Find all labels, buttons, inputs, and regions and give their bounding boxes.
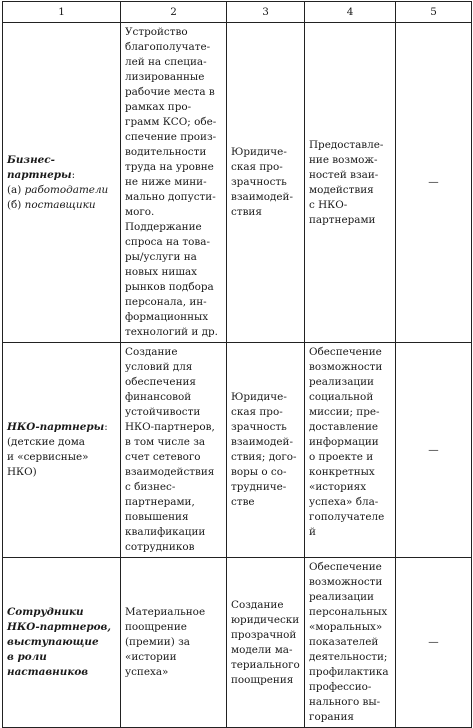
opportunity-cell: Обеспечение возможности реализации персональных «моральных» показателей деятельности; профилактика профессио- нального вы- горания (305, 558, 396, 728)
stakeholder-colon: : (104, 421, 108, 433)
column-number-5: 5 (396, 2, 472, 23)
empty-dash-cell: — (396, 23, 472, 343)
interest-cell: Устройство благополучате- лей на специа- лизированные рабочие места в рамках про- грамм КСО; обе- спечение произ- водительности труда на уровне не ниже мини- мально допусти- мого. Поддержание спроса на това- ры/услуги на новых нишах рынков подбора персонала, ин- формационных технологий и др. (121, 23, 227, 343)
stakeholder-cell (3, 558, 121, 728)
table-row-business-partners (3, 23, 472, 343)
legal-cell: Юридиче- ская про- зрачность взаимодей- ствия (227, 23, 305, 343)
legal-cell: Создание юридически прозрачной модели ма- териального поощрения (227, 558, 305, 728)
stakeholder-sub-prefix: (б) (7, 198, 25, 211)
legal-cell: Юридиче- ская про- зрачность взаимодей- ствия; дого- воры о со- трудниче- стве (227, 343, 305, 558)
table-row-nko-staff-mentors (3, 558, 472, 728)
stakeholder-title: Сотрудники НКО-партнеров, выступающие в роли наставников (7, 606, 112, 678)
table-row-nko-partners (3, 343, 472, 558)
interest-cell: Создание условий для обеспечения финансовой устойчивости НКО-партнеров, в том числе за счет сетевого взаимодействия с бизнес- партнерами, повышения квалификации сотрудников (121, 343, 227, 558)
opportunity-cell: Обеспечение возможности реализации социальной миссии; пре- доставление информации о проекте и конкретных «историях успеха» бла- гополучателей (305, 343, 396, 558)
interest-cell: Материальное поощрение (премии) за «истории успеха» (121, 558, 227, 728)
empty-dash-cell: — (396, 558, 472, 728)
stakeholder-title: НКО-партнеры (7, 421, 105, 433)
stakeholder-sub-item: работодатели (24, 183, 109, 196)
opportunity-cell: Предоставле- ние возмож- ностей взаи- модействия с НКО- партнерами (305, 23, 396, 343)
table-header-row (3, 2, 472, 23)
stakeholder-sub-item: поставщики (24, 198, 96, 211)
stakeholder-colon: : (71, 168, 76, 181)
stakeholder-cell (3, 23, 121, 343)
column-number-4: 4 (305, 2, 396, 23)
stakeholder-description: (детские дома и «сервисные» НКО) (7, 436, 89, 478)
empty-dash-cell: — (396, 343, 472, 558)
column-number-1: 1 (3, 2, 121, 23)
stakeholder-title: Бизнес- партнеры (7, 153, 72, 181)
stakeholder-cell (3, 343, 121, 558)
column-number-3: 3 (227, 2, 305, 23)
stakeholder-sub-prefix: (а) (7, 183, 25, 196)
stakeholder-table (2, 1, 472, 728)
column-number-2: 2 (121, 2, 227, 23)
